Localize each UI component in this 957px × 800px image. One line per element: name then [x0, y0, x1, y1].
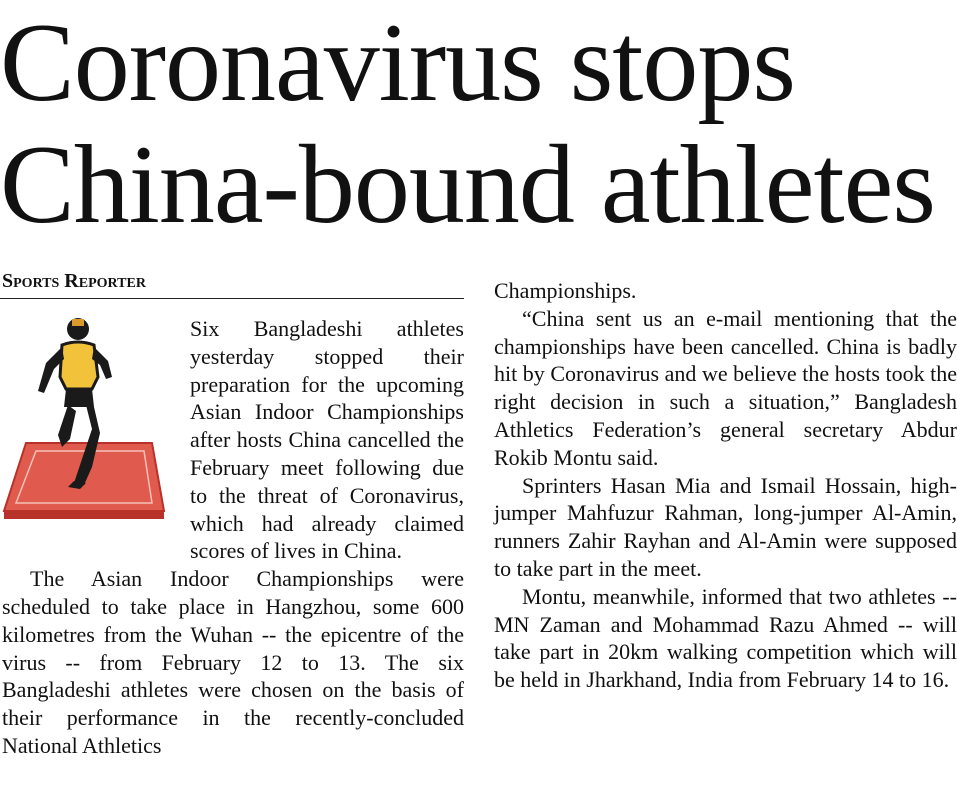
headline-line-2: China-bound athletes: [0, 123, 935, 247]
headline: [0, 2, 957, 246]
byline: Sports Reporter: [2, 270, 146, 292]
left-paragraph-1: Six Bangladeshi athletes yesterday stopped their preparation for the upcoming Asian Indoor Championships after hosts China cancelled the February meet following due to the threat of Coronavirus, which had already claimed scores of lives in China.: [190, 316, 464, 564]
byline-divider: [0, 298, 464, 299]
left-paragraph-2: The Asian Indoor Championships were scheduled to take place in Hangzhou, some 600 kilometres from the Wuhan -- the epicentre of the virus -- from February 12 to 13. The six Bangladeshi athletes were chosen on the basis of their performance in the recently-concluded National Athletics: [2, 566, 464, 758]
runner-on-track-icon: [2, 315, 182, 538]
right-paragraph-3: Montu, meanwhile, informed that two athletes -- MN Zaman and Mohammad Razu Ahmed -- will take part in 20km walking competition which will be held in Jharkhand, India from February 14 to 16.: [494, 583, 957, 693]
article-column-right: [494, 277, 957, 694]
article-column-left: [2, 315, 464, 760]
headline-line-1: Coronavirus stops: [0, 1, 795, 125]
right-paragraph-2: Sprinters Hasan Mia and Ismail Hossain, high-jumper Mahfuzur Rahman, long-jumper Al-Amin, runners Zahir Rayhan and Al-Amin were supposed to take part in the meet.: [494, 472, 957, 581]
right-paragraph-0: Championships.: [494, 278, 637, 303]
right-paragraph-1: “China sent us an e-mail mentioning that the championships have been cancelled. China is badly hit by Coronavirus and we believe the hosts took the right decision in such a situation,” Bangladesh Athletics Federation’s general secretary Abdur Rokib Montu said.: [494, 305, 957, 470]
